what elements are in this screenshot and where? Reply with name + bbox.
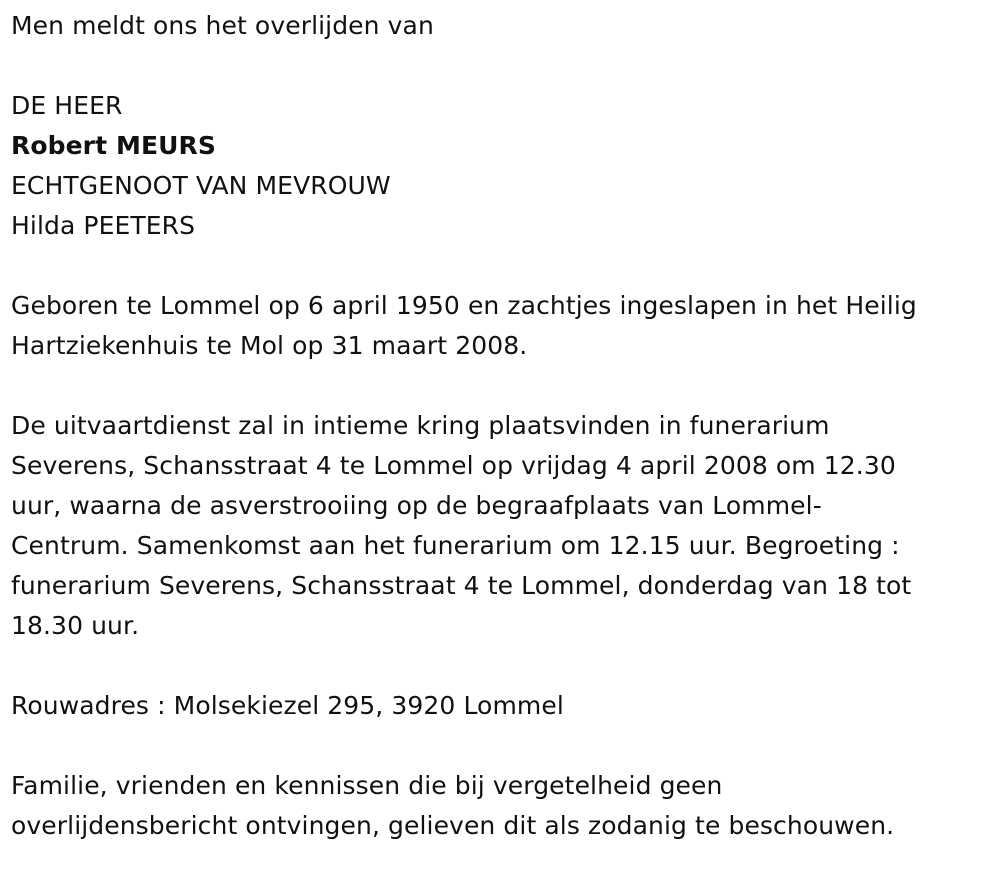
text-line: funerarium Severens, Schansstraat 4 te Lommel, donderdag van 18 tot [11,571,912,600]
text-line: Geboren te Lommel op 6 april 1950 en zachtjes ingeslapen in het Heilig [11,291,917,320]
text-line: overlijdensbericht ontvingen, gelieven dit als zodanig te beschouwen. [11,811,895,840]
spacer [11,46,986,86]
deceased-name: Robert MEURS [11,131,216,160]
spacer [11,726,986,766]
text-line: 18.30 uur. [11,611,140,640]
text-line: Familie, vrienden en kennissen die bij vergetelheid geen [11,771,723,800]
spouse-name: Hilda PEETERS [11,211,196,240]
spacer [11,646,986,686]
spacer [11,366,986,406]
closing-paragraph [11,766,986,846]
spouse-label: ECHTGENOOT VAN MEVROUW [11,171,391,200]
honorific: DE HEER [11,91,123,120]
text-line: Centrum. Samenkomst aan het funerarium om 12.15 uur. Begroeting : [11,531,900,560]
text-line: Hartziekenhuis te Mol op 31 maart 2008. [11,331,528,360]
intro-line: Men meldt ons het overlijden van [11,11,434,40]
mourning-address: Rouwadres : Molsekiezel 295, 3920 Lommel [11,691,564,720]
text-line: Severens, Schansstraat 4 te Lommel op vrijdag 4 april 2008 om 12.30 [11,451,896,480]
spacer [11,246,986,286]
text-line: De uitvaartdienst zal in intieme kring plaatsvinden in funerarium [11,411,830,440]
death-notice [11,6,986,846]
funeral-paragraph [11,406,986,646]
birth-death-paragraph [11,286,986,366]
text-line: uur, waarna de asverstrooiing op de begraafplaats van Lommel- [11,491,822,520]
